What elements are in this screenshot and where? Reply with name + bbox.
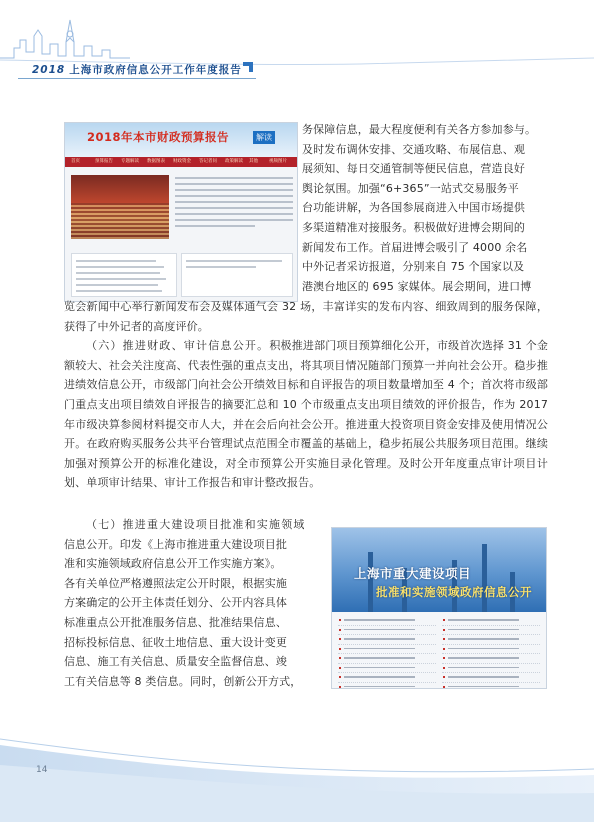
figure1-banner-tag: 解读: [253, 131, 275, 144]
figure2-list-left: [338, 616, 436, 689]
text-line: 信息公开。印发《上海市推进重大建设项目批: [64, 537, 287, 551]
section-heading-six: （六）推进财政、审计信息公开。: [86, 339, 270, 353]
paragraph-expo-news-tail: 览会新闻中心举行新闻发布会及媒体通气会 32 场，丰富详实的发布内容、细致周到的服务保障，获得了中外记者的高度评价。: [64, 300, 548, 333]
page-number: 14: [36, 765, 48, 775]
text-line: [175, 177, 293, 179]
text-line: [175, 219, 293, 221]
report-title-text: 上海市政府信息公开工作年度报告: [69, 64, 242, 76]
figure2-list-right: [442, 616, 540, 689]
figure1-navbar: [65, 157, 297, 167]
tower-shape: [482, 544, 487, 612]
header-divider: [18, 78, 256, 79]
text-line: 多渠道精准对接服务。积极做好进博会期间的: [302, 220, 525, 234]
text-line: [175, 225, 255, 227]
report-year: 2018: [32, 64, 66, 76]
text-line: 准和实施领域政府信息公开工作实施方案》。: [64, 557, 282, 571]
paragraph-major-projects: [64, 515, 326, 691]
corner-mark-icon: [242, 61, 254, 73]
figure1-nav-item: 政策解读: [225, 159, 243, 164]
text-line: 舆论氛围。加强“6+365”一站式交易服务平: [302, 181, 519, 195]
figure2-banner-line2: 批准和实施领域政府信息公开: [376, 585, 532, 599]
tower-shape: [368, 552, 373, 612]
text-line: [175, 201, 293, 203]
skyline-decoration: [0, 0, 594, 70]
figure1-nav-item: 答记者问: [199, 159, 217, 164]
figure1-side-panel: [181, 253, 293, 297]
text-line: 信息、施工有关信息、质量安全监督信息、竣: [64, 655, 287, 669]
figure1-nav-item: 首页: [71, 159, 80, 164]
budget-report-screenshot: [64, 122, 298, 302]
figure2-banner-line1: 上海市重大建设项目: [354, 566, 472, 581]
figure1-nav-item: 专题解读: [121, 159, 139, 164]
section-heading-seven: （七）推进重大建设项目批准和实施领域: [86, 518, 306, 531]
text-line: 展须知、每日交通管制等便民信息，营造良好: [302, 162, 525, 176]
figure1-nav-item: 财政资金: [173, 159, 191, 164]
text-line: 新闻发布工作。首届进博会吸引了 4000 余名: [302, 240, 528, 254]
paragraph-full-width: [64, 297, 548, 493]
paragraph-finance-audit: [64, 336, 548, 493]
figure1-nav-item: 视频图片: [269, 159, 287, 164]
text-line: 及时发布调休安排、交通攻略、布展信息、观: [302, 142, 525, 156]
text-line: 港澳台地区的 695 家媒体。展会期间，进口博: [302, 279, 532, 293]
figure1-nav-item: 预算报告: [95, 159, 113, 164]
text-line: 方案确定的公开主体责任划分、公开内容具体: [64, 596, 287, 610]
figure1-nav-item: 其他: [249, 159, 258, 164]
paragraph-expo-news: [302, 120, 548, 296]
text-line: [175, 189, 293, 191]
figure1-list-panel: [71, 253, 177, 297]
congress-hall-seats: [71, 203, 169, 239]
text-line: 务保障信息，最大程度便利有关各方参加参与。: [302, 123, 537, 136]
text-line: 台功能讲解，为各国参展商进入中国市场提供: [302, 201, 525, 215]
report-title: [32, 62, 242, 77]
text-line: [175, 213, 293, 215]
text-line: 标准重点公开批准服务信息、批准结果信息、: [64, 615, 287, 629]
text-line: 中外记者采访报道，分别来自 75 个国家以及: [302, 260, 525, 274]
text-line: 招标投标信息、征收土地信息、重大设计变更: [64, 635, 287, 649]
text-line: [175, 183, 293, 185]
footer-wave-decoration: [0, 735, 594, 822]
section-six-body: 积极推进部门项目预算细化公开，市级首次选择 31 个金额较大、社会关注度高、代表性强的重点支出，将其项目情况随部门预算一并向社会公开。稳步推进绩效信息公开，市级部门向社会公开绩效目标和自评报告的项目数量增加至 4 个；首次将市级部门重点支出项目绩效自评报告的摘要汇总和 10 个市级重点支出项目绩效的评价报告，作为 2017 年市级决算参阅材料提交市人大，并在会后向社会公开。推进重大投资项目资金安排及使用情况公开。在政府购买服务公共平台管理试点范围全市覆盖的基础上，稳步拓展公共服务项目范围。继续加强对预算公开的标准化建设，对全市预算公开实施目录化管理。及时公开年度重点审计项目计划、单项审计结果、审计工作报告和审计整改报告。: [64, 339, 548, 490]
text-line: 各有关单位严格遵照法定公开时限，根据实施: [64, 576, 287, 590]
page-header: [0, 0, 594, 80]
text-line: [175, 195, 293, 197]
major-projects-screenshot: [331, 527, 547, 689]
figure1-banner-title: 2018年本市财政预算报告: [87, 130, 230, 144]
text-line: 工有关信息等 8 类信息。同时，创新公开方式，: [64, 674, 302, 688]
text-line: [175, 207, 293, 209]
figure1-nav-item: 数据图表: [147, 159, 165, 164]
